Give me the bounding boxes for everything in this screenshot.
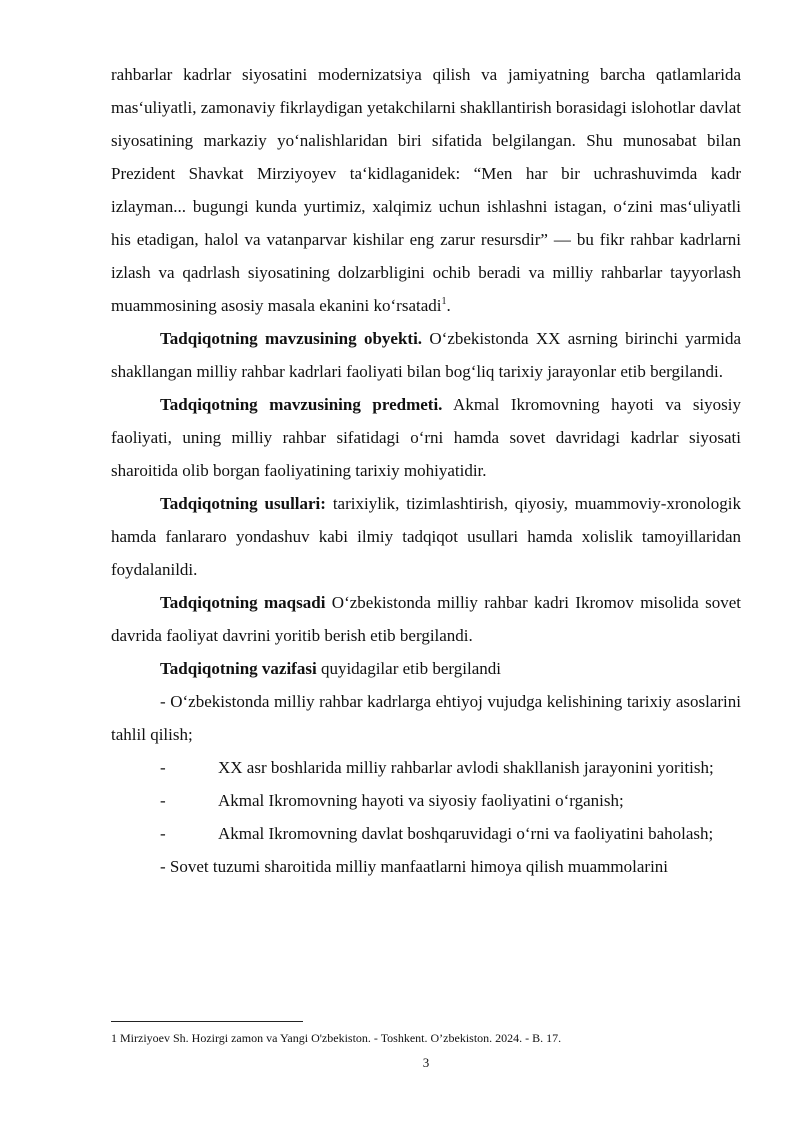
footnote: 1 Mirziyoev Sh. Hozirgi zamon va Yangi O'zbekiston. - Toshkent. O’zbekiston. 2024. - B. 17. [111, 1031, 562, 1045]
methods-text: tarixiylik, tizimlashtirish, qiyosiy, muammoviy-xronologik hamda fanlararo yondashuv kabi ilmiy tadqiqot usullari hamda xolislik tamoyillaridan foydalanildi. [111, 494, 741, 579]
paragraph-tasks [111, 652, 741, 685]
page-number: 3 [422, 1055, 430, 1070]
object-text: O‘zbekistonda XX asrning birinchi yarmida shakllangan milliy rahbar kadrlari faoliyati bilan bog‘liq tarixiy jarayonlar etib bergilandi. [111, 329, 741, 381]
task-dash: - [160, 791, 166, 810]
goal-heading: Tadqiqotning maqsadi [160, 593, 326, 612]
paragraph-intro [111, 58, 741, 322]
footnote-separator [111, 1021, 303, 1022]
task-dash: - [160, 758, 166, 777]
goal-text: O‘zbekistonda milliy rahbar kadri Ikromov misolida sovet davrida faoliyat davrini yoritib berish etib bergilandi. [111, 593, 742, 645]
footnote-reference[interactable]: 1 [441, 296, 447, 307]
body-text [111, 58, 741, 883]
task-item-3-text: Akmal Ikromovning hayoti va siyosiy faoliyatini o‘rganish; [218, 791, 624, 810]
paragraph-object [111, 322, 741, 388]
task-item-2-text: XX asr boshlarida milliy rahbarlar avlodi shakllanish jarayonini yoritish; [218, 758, 714, 777]
methods-heading: Tadqiqotning usullari: [160, 494, 326, 513]
object-heading: Tadqiqotning mavzusining obyekti. [160, 329, 423, 348]
paragraph-goal [111, 586, 741, 652]
subject-heading: Tadqiqotning mavzusining predmeti. [160, 395, 443, 414]
task-item-4-text: Akmal Ikromovning davlat boshqaruvidagi o‘rni va faoliyatini baholash; [218, 824, 714, 843]
task-item-5: - Sovet tuzumi sharoitida milliy manfaatlarni himoya qilish muammolarini [160, 857, 669, 876]
task-dash: - [160, 824, 166, 843]
task-item-4 [111, 817, 741, 850]
paragraph-intro-end: . [446, 296, 451, 315]
task-item-3 [111, 784, 741, 817]
task-item-1: - O‘zbekistonda milliy rahbar kadrlarga ehtiyoj vujudga kelishining tarixiy asoslarini tahlil qilish; [111, 692, 741, 744]
tasks-heading: Tadqiqotning vazifasi [160, 659, 317, 678]
paragraph-methods [111, 487, 741, 586]
tasks-text: quyidagilar etib bergilandi [316, 659, 501, 678]
task-item-2 [111, 751, 741, 784]
paragraph-intro-text: rahbarlar kadrlar siyosatini modernizatsiya qilish va jamiyatning barcha qatlamlarida mas‘uliyatli, zamonaviy fikrlaydigan yetakchilarni shakllantirish borasidagi islohotlar davlat siyosatining markaziy yo‘nalishlaridan biri sifatida belgilangan. Shu munosabat bilan Prezident Shavkat Mirziyoyev ta‘kidlaganidek: “Men har bir uchrashuvimda kadr izlayman... bugungi kunda yurtimiz, xalqimiz uchun ishlashni istagan, o‘zini mas‘uliyatli his etadigan, halol va vatanparvar kishilar eng zarur resursdir” — bu fikr rahbar kadrlarni izlash va qadrlash siyosatining dolzarbligini ochib beradi va milliy rahbarlar tayyorlash muammosining asosiy masala ekanini ko‘rsatadi [111, 65, 741, 315]
paragraph-subject [111, 388, 741, 487]
subject-text: Akmal Ikromovning hayoti va siyosiy faoliyati, uning milliy rahbar sifatidagi o‘rni hamda sovet davridagi kadrlar siyosati sharoitida olib borgan faoliyatining tarixiy mohiyatidir. [111, 395, 741, 480]
